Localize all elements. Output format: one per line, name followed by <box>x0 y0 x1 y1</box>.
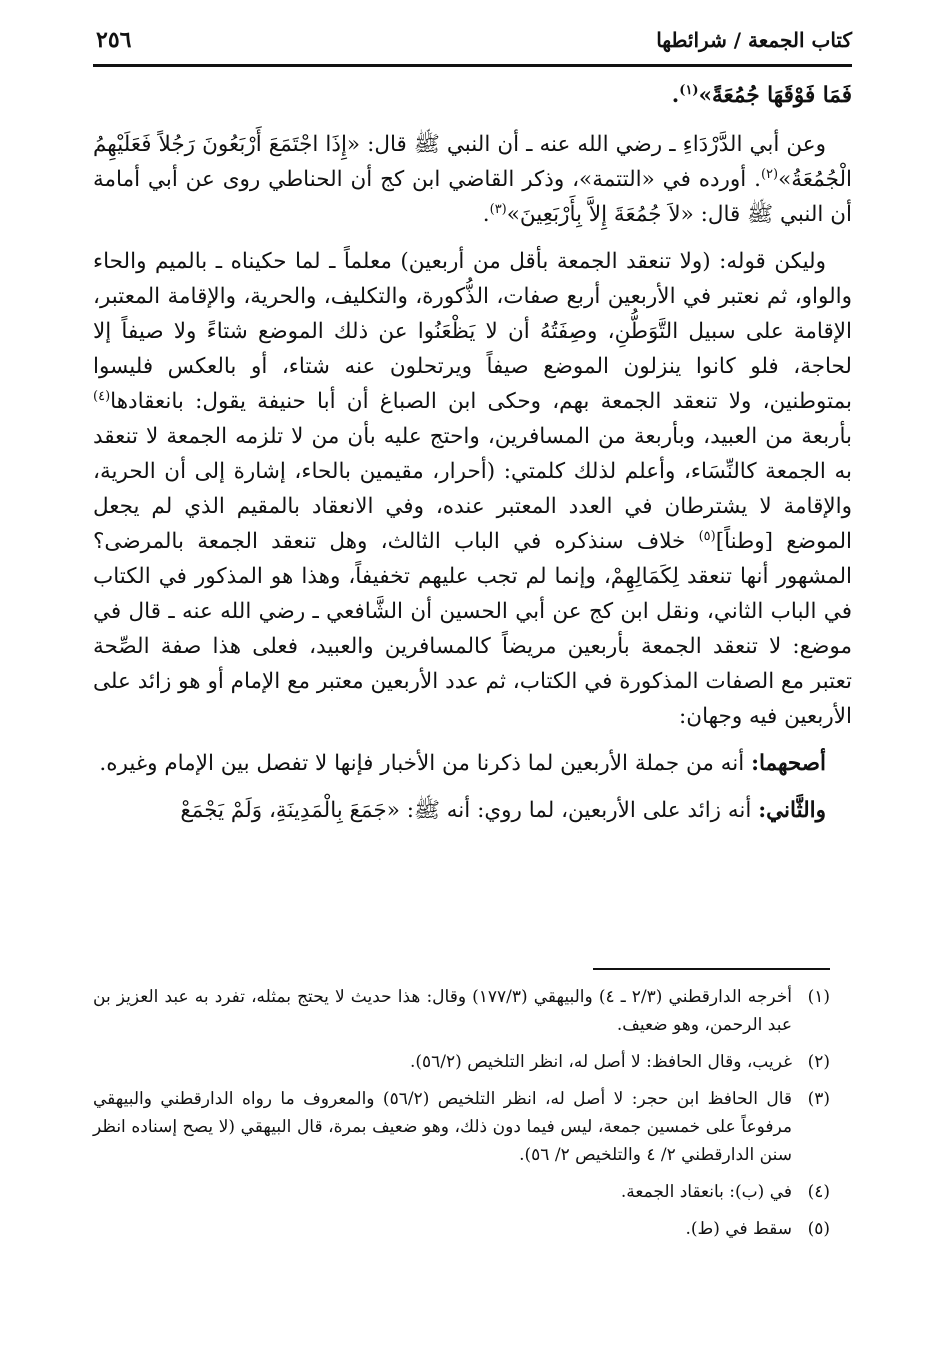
footnote <box>93 983 852 1039</box>
footnote-separator <box>593 968 830 970</box>
main-text <box>93 78 852 840</box>
footnote-ref[interactable]: (٤) <box>93 388 111 404</box>
footnote-number: (١) <box>807 987 830 1007</box>
paragraph-continuation <box>93 78 852 113</box>
text-fragment: وليكن قوله: (ولا تنعقد الجمعة بأقل من أربعين) معلماً ـ لما حكيناه ـ بالميم والحاء والواو، ثم نعتبر في الأربعين أربع صفات، الذُّكورة، والتكليف، والحرية، والإقامة المعتبر، الإقامة على سبيل التَّوَطُّنِ، وصِفَتُهُ أن لا يَظْعَنُوا عن ذلك الموضع شتاءً ولا صيفاً إلا لحاجة، فلو كانوا ينزلون الموضع صيفاً ويرتحلون عنه شتاء، أو بالعكس فليسوا بمتوطنين، ولا تنعقد الجمعة بهم، وحكى ابن الصباغ أن أبا حنيفة يقول: بانعقادها <box>93 249 852 414</box>
text-fragment: . <box>671 83 680 108</box>
footnotes <box>93 983 852 1252</box>
footnote-ref[interactable]: (٢) <box>760 166 779 182</box>
paragraph-commentary <box>93 244 852 734</box>
opinion-label: والثَّاني: <box>758 798 826 823</box>
text-fragment: وعن أبي الدَّرْدَاءِ ـ رضي الله عنه ـ أن النبي ﷺ قال: «إِذَا اجْتَمَعَ أَرْبَعُونَ رَجُلاً فَعَلَيْهِمُ الْجُمُعَةُ» <box>93 132 852 192</box>
text-fragment: . أورده في «التتمة»، وذكر القاضي ابن كج أن الحناطي روى عن أبي أمامة أن النبي ﷺ قال: «لاَ جُمُعَةَ إِلاَّ بِأَرْبَعِينَ» <box>93 167 852 227</box>
footnote-ref[interactable]: (٣) <box>489 201 507 217</box>
footnote <box>93 1048 852 1076</box>
quote-text: فَمَا فَوْقَهَا جُمُعَةً» <box>698 83 852 108</box>
text-fragment: خلاف سنذكره في الباب الثالث، وهل تنعقد الجمعة بالمرضى؟ المشهور أنها تنعقد لِكَمَالِهِمْ، وإنما لم تجب عليهم تخفيفاً، وهذا هو المذكور في الكتاب في الباب الثاني، ونقل ابن كج عن أبي الحسين أن الشَّافعي ـ رضي الله عنه ـ قال في موضع: لا تنعقد الجمعة بأربعين مريضاً كالمسافرين والعبيد، فعلى هذا صفة الصِّحة تعتبر مع الصفات المذكورة في الكتاب، ثم عدد الأربعين معتبر مع الإمام أو هو زائد على الأربعين فيه وجهان: <box>93 529 852 729</box>
footnote <box>93 1085 852 1169</box>
page-header <box>96 18 852 62</box>
running-title: كتاب الجمعة / شرائطها <box>656 28 852 52</box>
footnote-text: قال الحافظ ابن حجر: لا أصل له، انظر التلخيص (٥٦/٢) والمعروف ما رواه الدارقطني والبيهقي مرفوعاً على خمسين جمعة، ليس فيما دون ذلك، وهو ضعيف بمرة، قال البيهقي (لا يصح إسناده انظر سنن الدارقطني ٢/ ٤ والتلخيص ٢/ ٥٦). <box>93 1089 792 1165</box>
footnote-ref[interactable]: (١) <box>679 82 699 98</box>
page-number: ٢٥٦ <box>96 27 132 53</box>
footnote-text: غريب، وقال الحافظ: لا أصل له، انظر التلخيص (٥٦/٢). <box>409 1052 792 1072</box>
footnote-text: سقط في (ط). <box>685 1219 792 1239</box>
footnote-number: (٢) <box>807 1052 830 1072</box>
paragraph-hadith <box>93 127 852 232</box>
text-fragment: بأربعة من العبيد، وبأربعة من المسافرين، واحتج عليه بأن من لا تلزمه الجمعة لا تنعقد به الجمعة كالنِّسَاء، وأعلم لذلك كلمتي: (أحرار، مقيمين بالحاء، إشارة إلى أن الحرية، والإقامة لا يشترطان في العدد المعتبر عنده، وفي الانعقاد بالمقيم الذي لم يجعل الموضع [وطناً] <box>93 424 853 554</box>
text-fragment: أنه من جملة الأربعين لما ذكرنا من الأخبار فإنها لا تفصل بين الإمام وغيره. <box>99 751 752 776</box>
footnote-number: (٣) <box>807 1089 830 1109</box>
footnote <box>93 1178 852 1206</box>
text-fragment: أنه زائد على الأربعين، لما روي: أنه ﷺ: «جَمَعَ بِالْمَدِينَةِ، وَلَمْ يَجْمَعْ <box>180 798 759 823</box>
opinion-label: أصحهما: <box>751 751 826 776</box>
footnote-number: (٤) <box>807 1182 830 1202</box>
paragraph-first-opinion <box>93 746 852 781</box>
footnote-text: أخرجه الدارقطني (٢/٣ ـ ٤) والبيهقي (١٧٧/٣) وقال: هذا حديث لا يحتج بمثله، تفرد به عبد العزيز بن عبد الرحمن، وهو ضعيف. <box>93 987 792 1035</box>
footnote-text: في (ب): بانعقاد الجمعة. <box>620 1182 792 1202</box>
footnote-ref[interactable]: (٥) <box>698 528 716 544</box>
header-rule <box>93 64 852 67</box>
footnote-number: (٥) <box>807 1219 830 1239</box>
text-fragment: . <box>482 202 490 227</box>
paragraph-second-opinion <box>93 793 852 828</box>
footnote <box>93 1215 852 1243</box>
